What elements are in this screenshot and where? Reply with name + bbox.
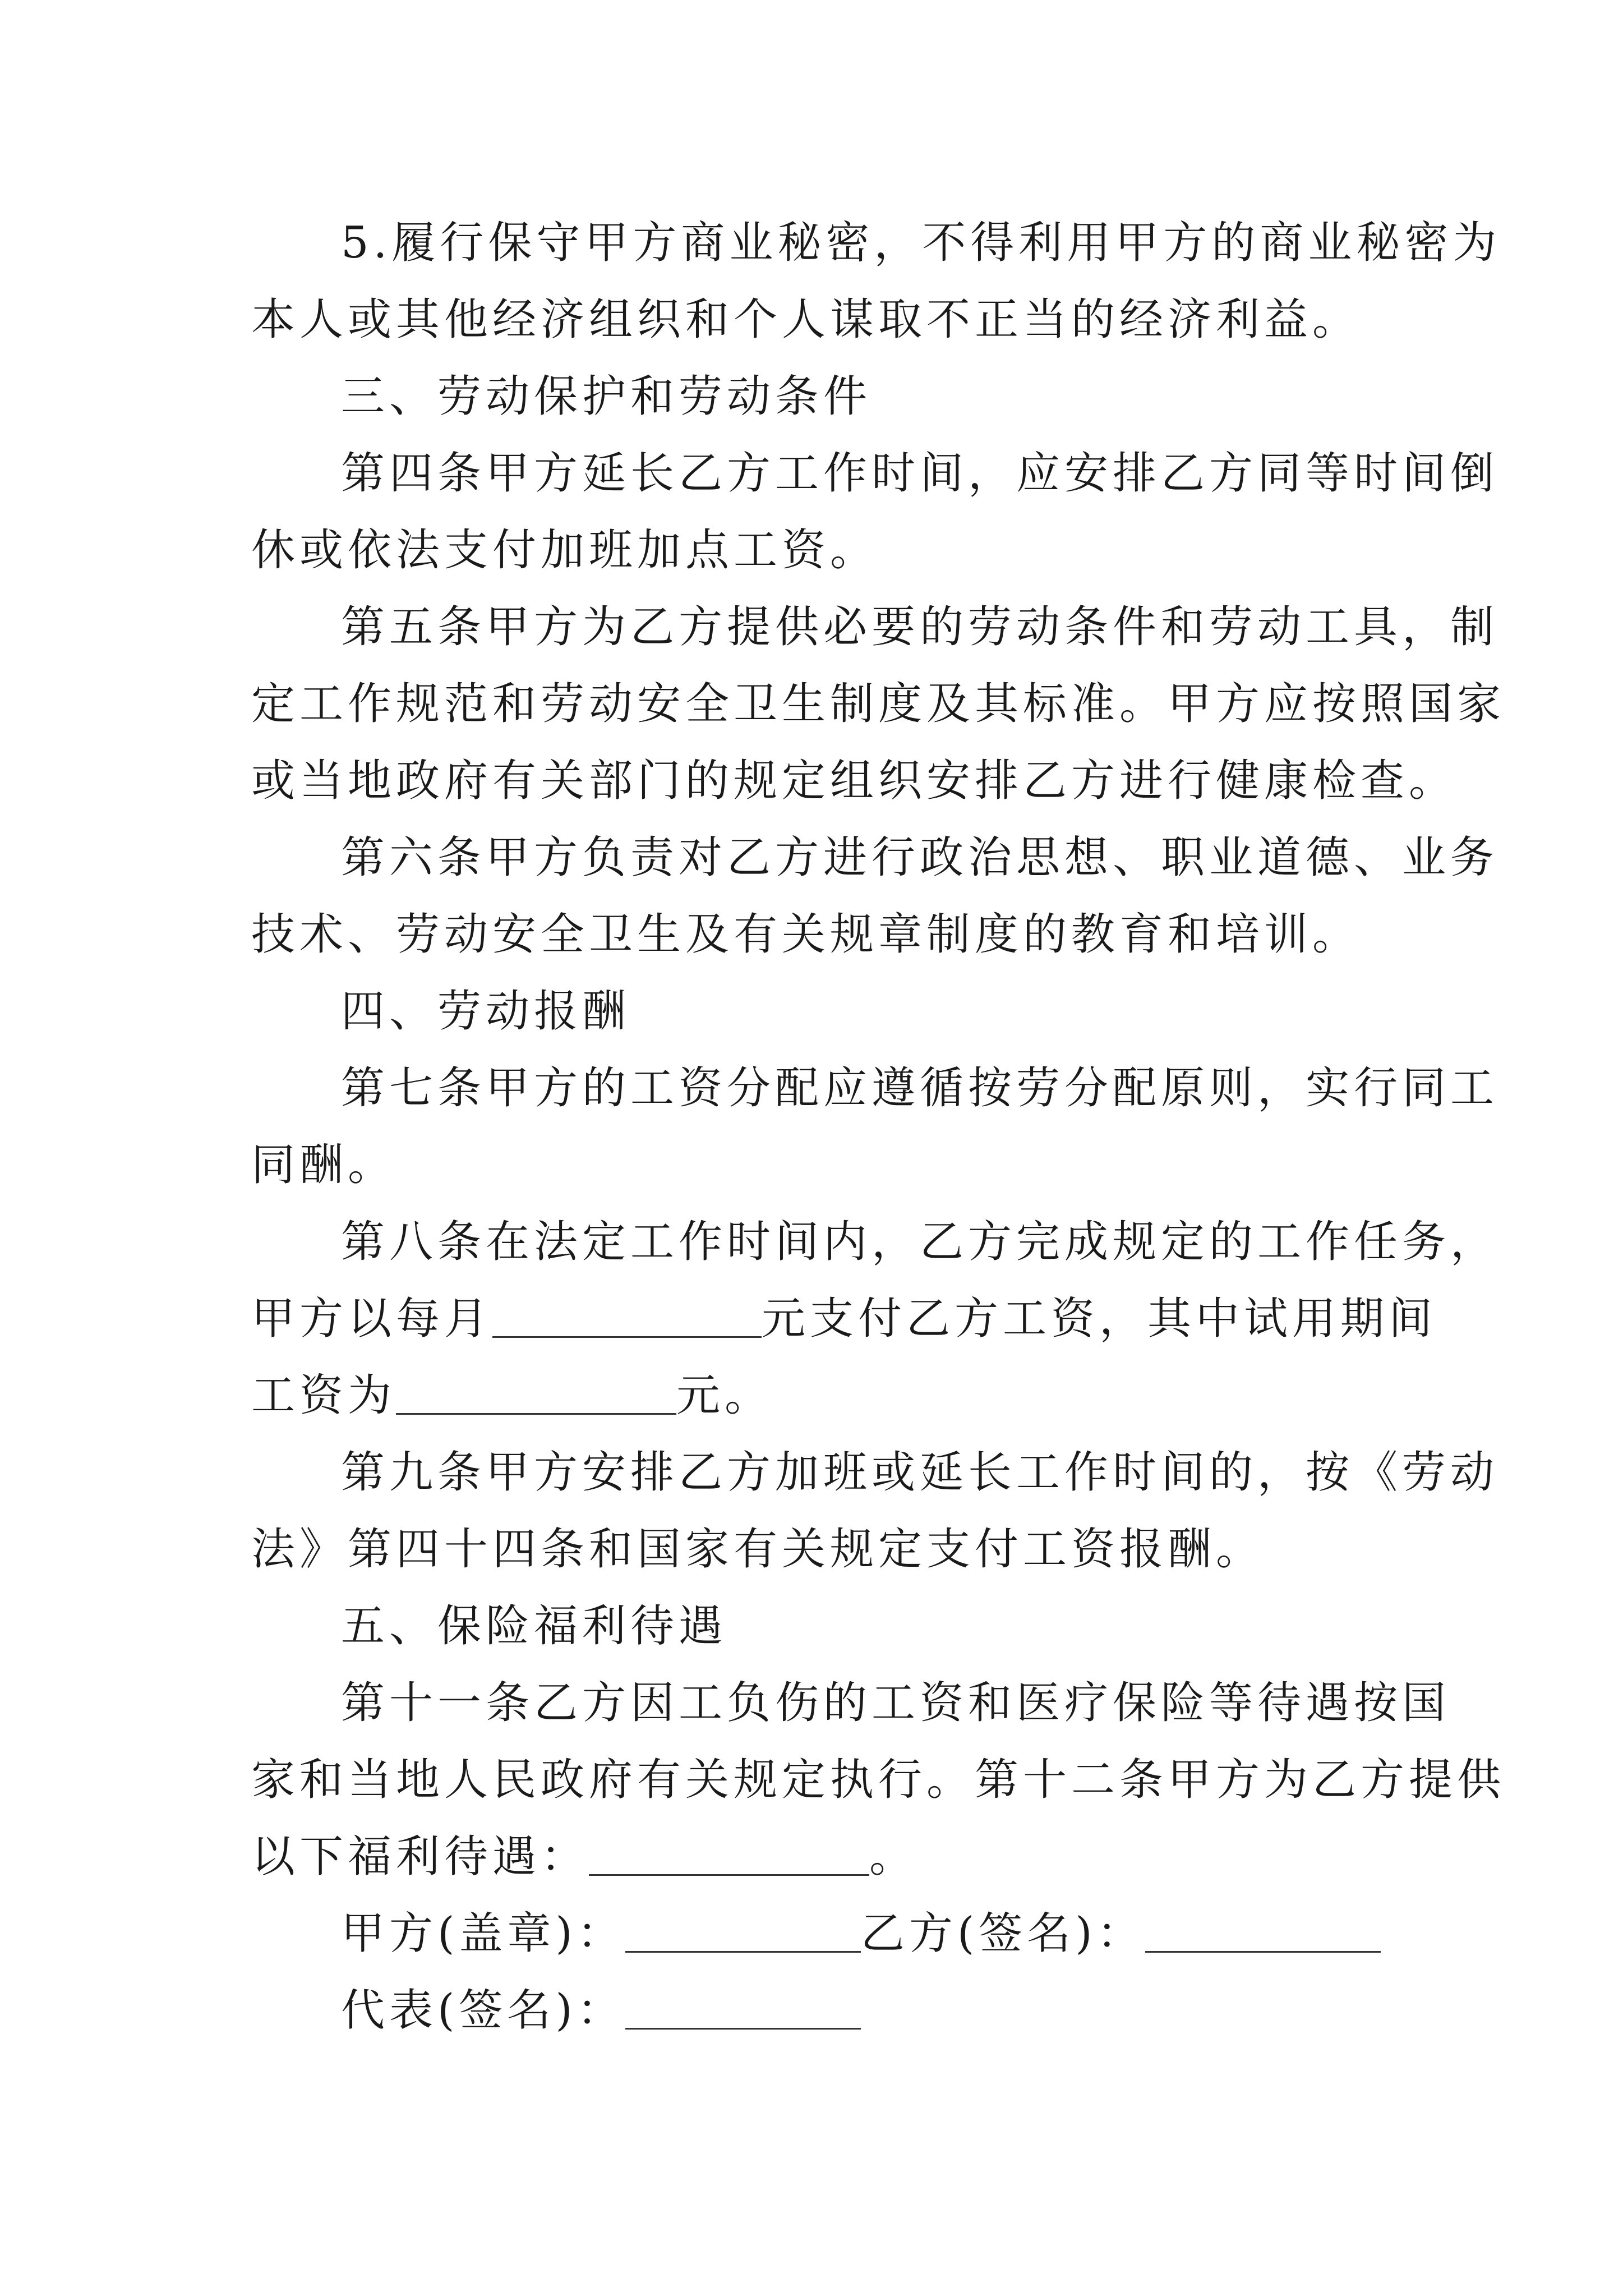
signature-line-representative: [251, 1972, 1378, 2049]
paragraph-line: 本人或其他经济组织和个人谋取不正当的经济利益。: [251, 295, 1361, 345]
paragraph-line: 第七条甲方的工资分配应遵循按劳分配原则，实行同工: [341, 1063, 1499, 1114]
paragraph-line: 第八条在法定工作时间内，乙方完成规定的工作任务，: [341, 1217, 1499, 1267]
paragraph-line: 5.履行保守甲方商业秘密，不得利用甲方的商业秘密为: [341, 218, 1501, 268]
paragraph-line: 家和当地人民政府有关规定执行。第十二条甲方为乙方提供: [251, 1755, 1506, 1805]
paragraph-line: 第十一条乙方因工负伤的工资和医疗保险等待遇按国: [341, 1678, 1451, 1728]
paragraph-line: 同酬。: [251, 1140, 396, 1190]
salary-label: 甲方以每月: [251, 1294, 493, 1344]
party-a-seal-blank[interactable]: [625, 1912, 861, 1953]
paragraph-line: 或当地政府有关部门的规定组织安排乙方进行健康检查。: [251, 756, 1458, 806]
welfare-label: 以下福利待遇：: [251, 1832, 589, 1882]
welfare-label-tail: 。: [869, 1832, 918, 1882]
paragraph-line: 第六条甲方负责对乙方进行政治思想、职业道德、业务: [341, 832, 1499, 883]
salary-line: [251, 1281, 1437, 1358]
section-heading-labor-protection: 三、劳动保护和劳动条件: [341, 371, 872, 422]
welfare-blank[interactable]: [589, 1835, 869, 1876]
probation-label-tail: 元。: [676, 1370, 773, 1421]
party-a-seal-label: 甲方(盖章)：: [341, 1908, 625, 1959]
paragraph-line: 法》第四十四条和国家有关规定支付工资报酬。: [251, 1524, 1265, 1575]
probation-label: 工资为: [251, 1370, 396, 1421]
party-b-sign-label: 乙方(签名)：: [860, 1908, 1145, 1959]
paragraph-line: 第四条甲方延长乙方工作时间，应安排乙方同等时间倒: [341, 448, 1499, 499]
paragraph-line: 第五条甲方为乙方提供必要的劳动条件和劳动工具，制: [341, 602, 1499, 652]
salary-label-tail: 元支付乙方工资，其中试用期间: [762, 1294, 1437, 1344]
probation-salary-line: [251, 1358, 1378, 1434]
section-heading-insurance-welfare: 五、保险福利待遇: [341, 1601, 727, 1651]
paragraph-line: 技术、劳动安全卫生及有关规章制度的教育和培训。: [251, 909, 1361, 960]
paragraph-line: 休或依法支付加班加点工资。: [251, 525, 879, 576]
signature-line-parties: [251, 1895, 1378, 1972]
section-heading-remuneration: 四、劳动报酬: [341, 986, 631, 1037]
monthly-salary-blank[interactable]: [492, 1297, 762, 1338]
contract-page: [251, 205, 1506, 2049]
representative-sign-blank[interactable]: [625, 1989, 861, 2030]
paragraph-line: 第九条甲方安排乙方加班或延长工作时间的，按《劳动: [341, 1447, 1499, 1498]
representative-sign-label: 代表(签名)：: [341, 1985, 625, 2036]
paragraph-line: 定工作规范和劳动安全卫生制度及其标准。甲方应按照国家: [251, 679, 1506, 729]
welfare-line: [251, 1819, 1378, 1895]
probation-salary-blank[interactable]: [396, 1374, 676, 1415]
party-b-sign-blank[interactable]: [1145, 1912, 1381, 1953]
